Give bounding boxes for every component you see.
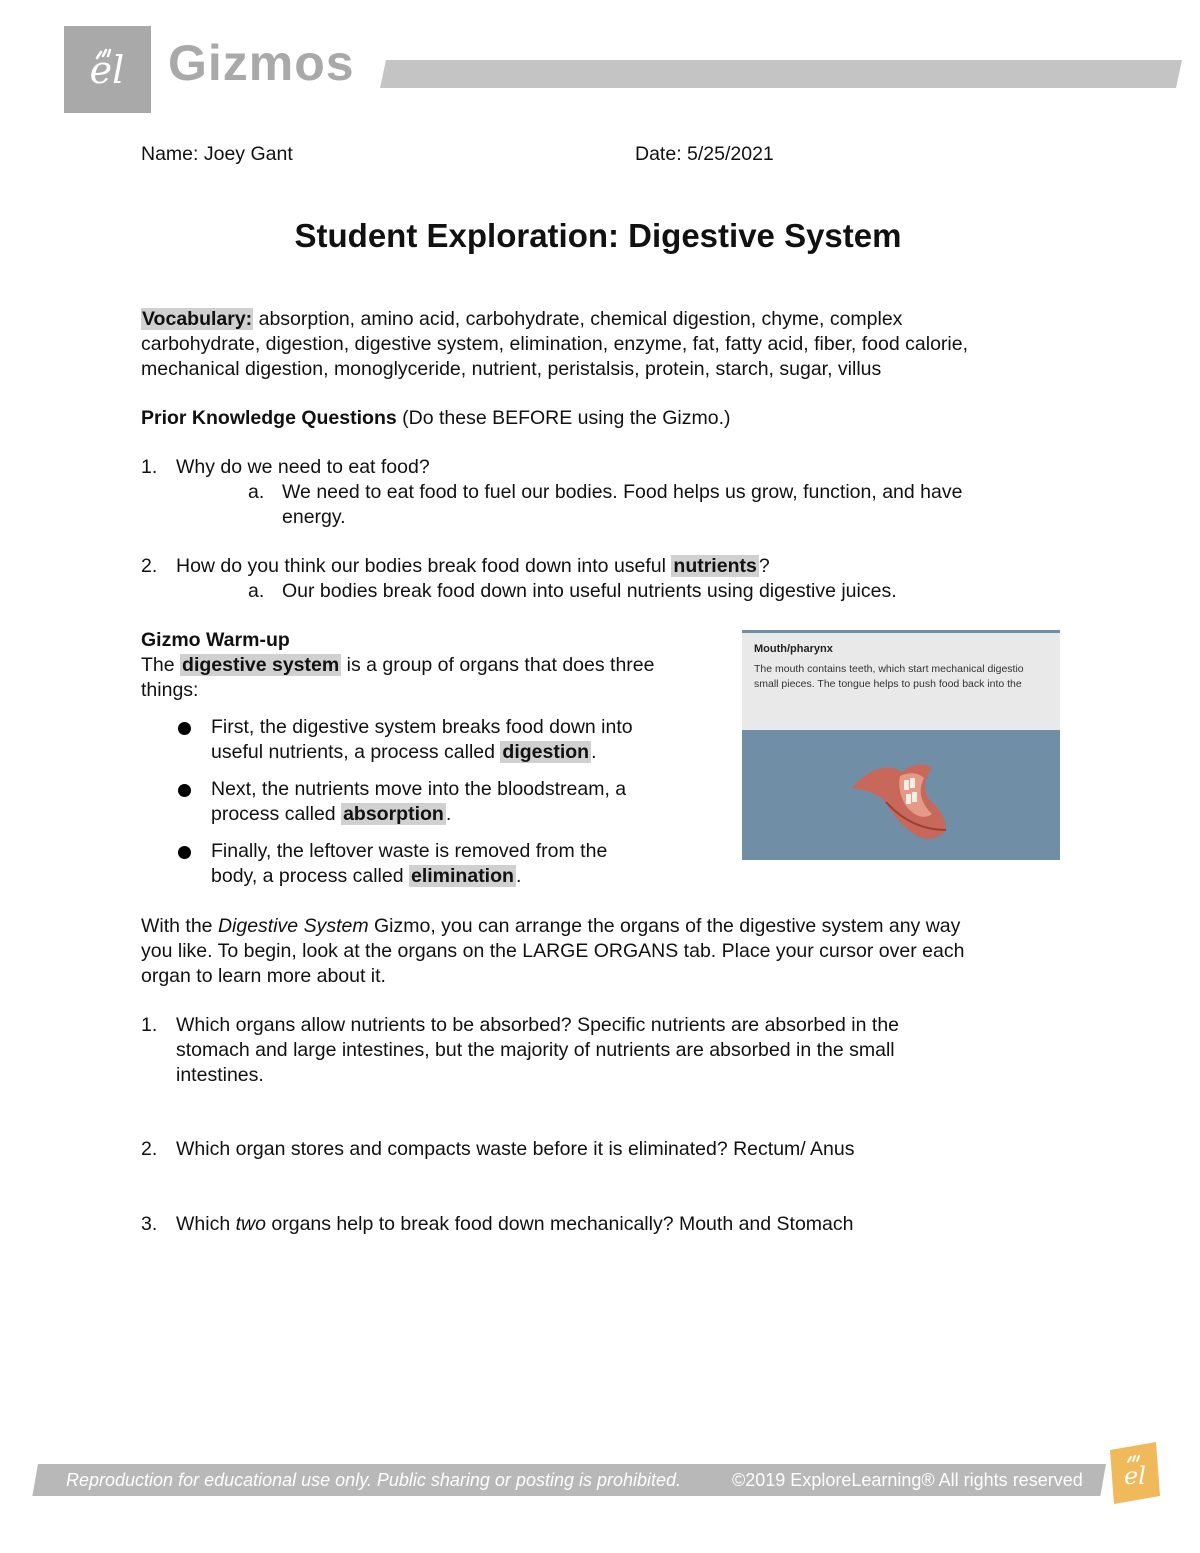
warmup-intro-line-2: things: [141, 679, 199, 701]
bullet-absorption-line-1: Next, the nutrients move into the bloodstream, a [211, 778, 627, 800]
prior-knowledge-note: (Do these BEFORE using the Gizmo.) [396, 407, 731, 429]
prior-knowledge-heading [141, 406, 731, 431]
question-3-number: 3. [141, 1213, 158, 1235]
gizmo-intro-after: Gizmo, you can arrange the organs of the digestive system any way [368, 915, 961, 937]
vocabulary-line-3: mechanical digestion, monoglyceride, nutrient, peristalsis, protein, starch, sugar, villus [141, 358, 882, 380]
gizmo-screenshot [742, 630, 1060, 860]
header-bar [380, 60, 1182, 88]
gizmo-intro-line-2: you like. To begin, look at the organs on the LARGE ORGANS tab. Place your cursor over each [141, 940, 965, 962]
mouth-organ-icon [842, 750, 962, 850]
brand-title: Gizmos [168, 35, 355, 91]
warmup-intro-after: is a group of organs that does three [341, 654, 655, 676]
svg-text:el: el [89, 48, 125, 92]
question-3 [176, 1212, 854, 1237]
gizmo-intro-before: With the [141, 915, 218, 937]
footer-copyright: ©2019 ExploreLearning® All rights reserved [732, 1470, 1083, 1490]
bullet-digestion-line-1: First, the digestive system breaks food down into [211, 716, 633, 738]
bullet-digestion [211, 715, 633, 765]
question-2: Which organ stores and compacts waste before it is eliminated? Rectum/ Anus [176, 1138, 855, 1160]
bullet-absorption-line-2: process called [211, 803, 342, 825]
gizmo-intro-line-3: organ to learn more about it. [141, 965, 386, 987]
name-field: Name: Joey Gant [141, 143, 293, 165]
question-1 [176, 1013, 1096, 1088]
screenshot-info-panel [742, 630, 1060, 730]
date-field: Date: 5/25/2021 [635, 143, 774, 165]
explorelearning-footer-logo [1104, 1440, 1162, 1506]
question-1-line-2: stomach and large intestines, but the majority of nutrients are absorbed in the small [176, 1039, 895, 1061]
question-3-after: organs help to break food down mechanically? Mouth and Stomach [265, 1213, 854, 1235]
pk-q1-text: Why do we need to eat food? [176, 456, 430, 478]
vocabulary-section [141, 307, 1101, 382]
warmup-intro-before: The [141, 654, 181, 676]
bullet-elimination [211, 839, 607, 889]
question-1-line-3: intestines. [176, 1064, 264, 1086]
bullet-elimination-end: . [515, 865, 522, 887]
gizmo-name: Digestive System [217, 915, 369, 937]
pk-q1-number: 1. [141, 456, 158, 478]
question-3-before: Which [176, 1213, 236, 1235]
pk-q2-text-after: ? [758, 555, 770, 577]
bullet-elimination-line-1: Finally, the leftover waste is removed from the [211, 840, 608, 862]
pk-q2-number: 2. [141, 555, 158, 577]
bullet-absorption [211, 777, 626, 827]
vocabulary-label: Vocabulary: [142, 308, 253, 330]
pk-q2-answer: Our bodies break food down into useful nutrients using digestive juices. [282, 580, 897, 602]
bullet-icon [178, 722, 191, 735]
prior-knowledge-title: Prior Knowledge Questions [141, 407, 397, 429]
bullet-digestion-line-2: useful nutrients, a process called [211, 741, 501, 763]
pk-q2-answer-letter: a. [248, 580, 265, 602]
pk-q1-answer-line-1: We need to eat food to fuel our bodies. Food helps us grow, function, and have [282, 481, 963, 503]
elimination-term: elimination [411, 865, 514, 887]
nutrients-term: nutrients [673, 555, 757, 577]
bullet-icon [178, 784, 191, 797]
bullet-icon [178, 846, 191, 859]
vocabulary-line-2: carbohydrate, digestion, digestive system, elimination, enzyme, fat, fatty acid, fiber, food calorie, [141, 333, 968, 355]
explorelearning-logo [64, 26, 151, 113]
pk-q2-text [176, 554, 770, 579]
bullet-digestion-end: . [591, 741, 597, 763]
question-2-number: 2. [141, 1138, 158, 1160]
svg-text:el: el [1124, 1462, 1146, 1490]
pk-q2-text-before: How do you think our bodies break food down into useful [176, 555, 672, 577]
question-1-line-1: Which organs allow nutrients to be absorbed? Specific nutrients are absorbed in the [176, 1014, 900, 1036]
vocabulary-line-1: absorption, amino acid, carbohydrate, chemical digestion, chyme, complex [253, 308, 903, 330]
pk-q1-answer-letter: a. [248, 481, 265, 503]
digestion-term: digestion [502, 741, 590, 763]
screenshot-line-1: The mouth contains teeth, which start mechanical digestio [754, 663, 1024, 675]
question-3-italic: two [235, 1213, 266, 1235]
absorption-term: absorption [343, 803, 444, 825]
bullet-elimination-line-2: body, a process called [211, 865, 409, 887]
pk-q1-answer-line-2: energy. [282, 506, 346, 528]
gizmo-intro-paragraph [141, 914, 1111, 989]
question-1-number: 1. [141, 1014, 158, 1036]
warmup-heading: Gizmo Warm-up [141, 629, 290, 651]
warmup-intro-line-1 [141, 653, 655, 678]
bullet-absorption-end: . [445, 803, 452, 825]
digestive-system-term: digestive system [182, 654, 340, 676]
screenshot-line-2: small pieces. The tongue helps to push food back into the [754, 678, 1022, 690]
page-title: Student Exploration: Digestive System [294, 217, 902, 254]
el-badge-icon [1104, 1440, 1162, 1506]
el-logo-icon [64, 26, 151, 113]
screenshot-title: Mouth/pharynx [754, 643, 833, 655]
footer-disclaimer: Reproduction for educational use only. Public sharing or posting is prohibited. [66, 1470, 682, 1490]
